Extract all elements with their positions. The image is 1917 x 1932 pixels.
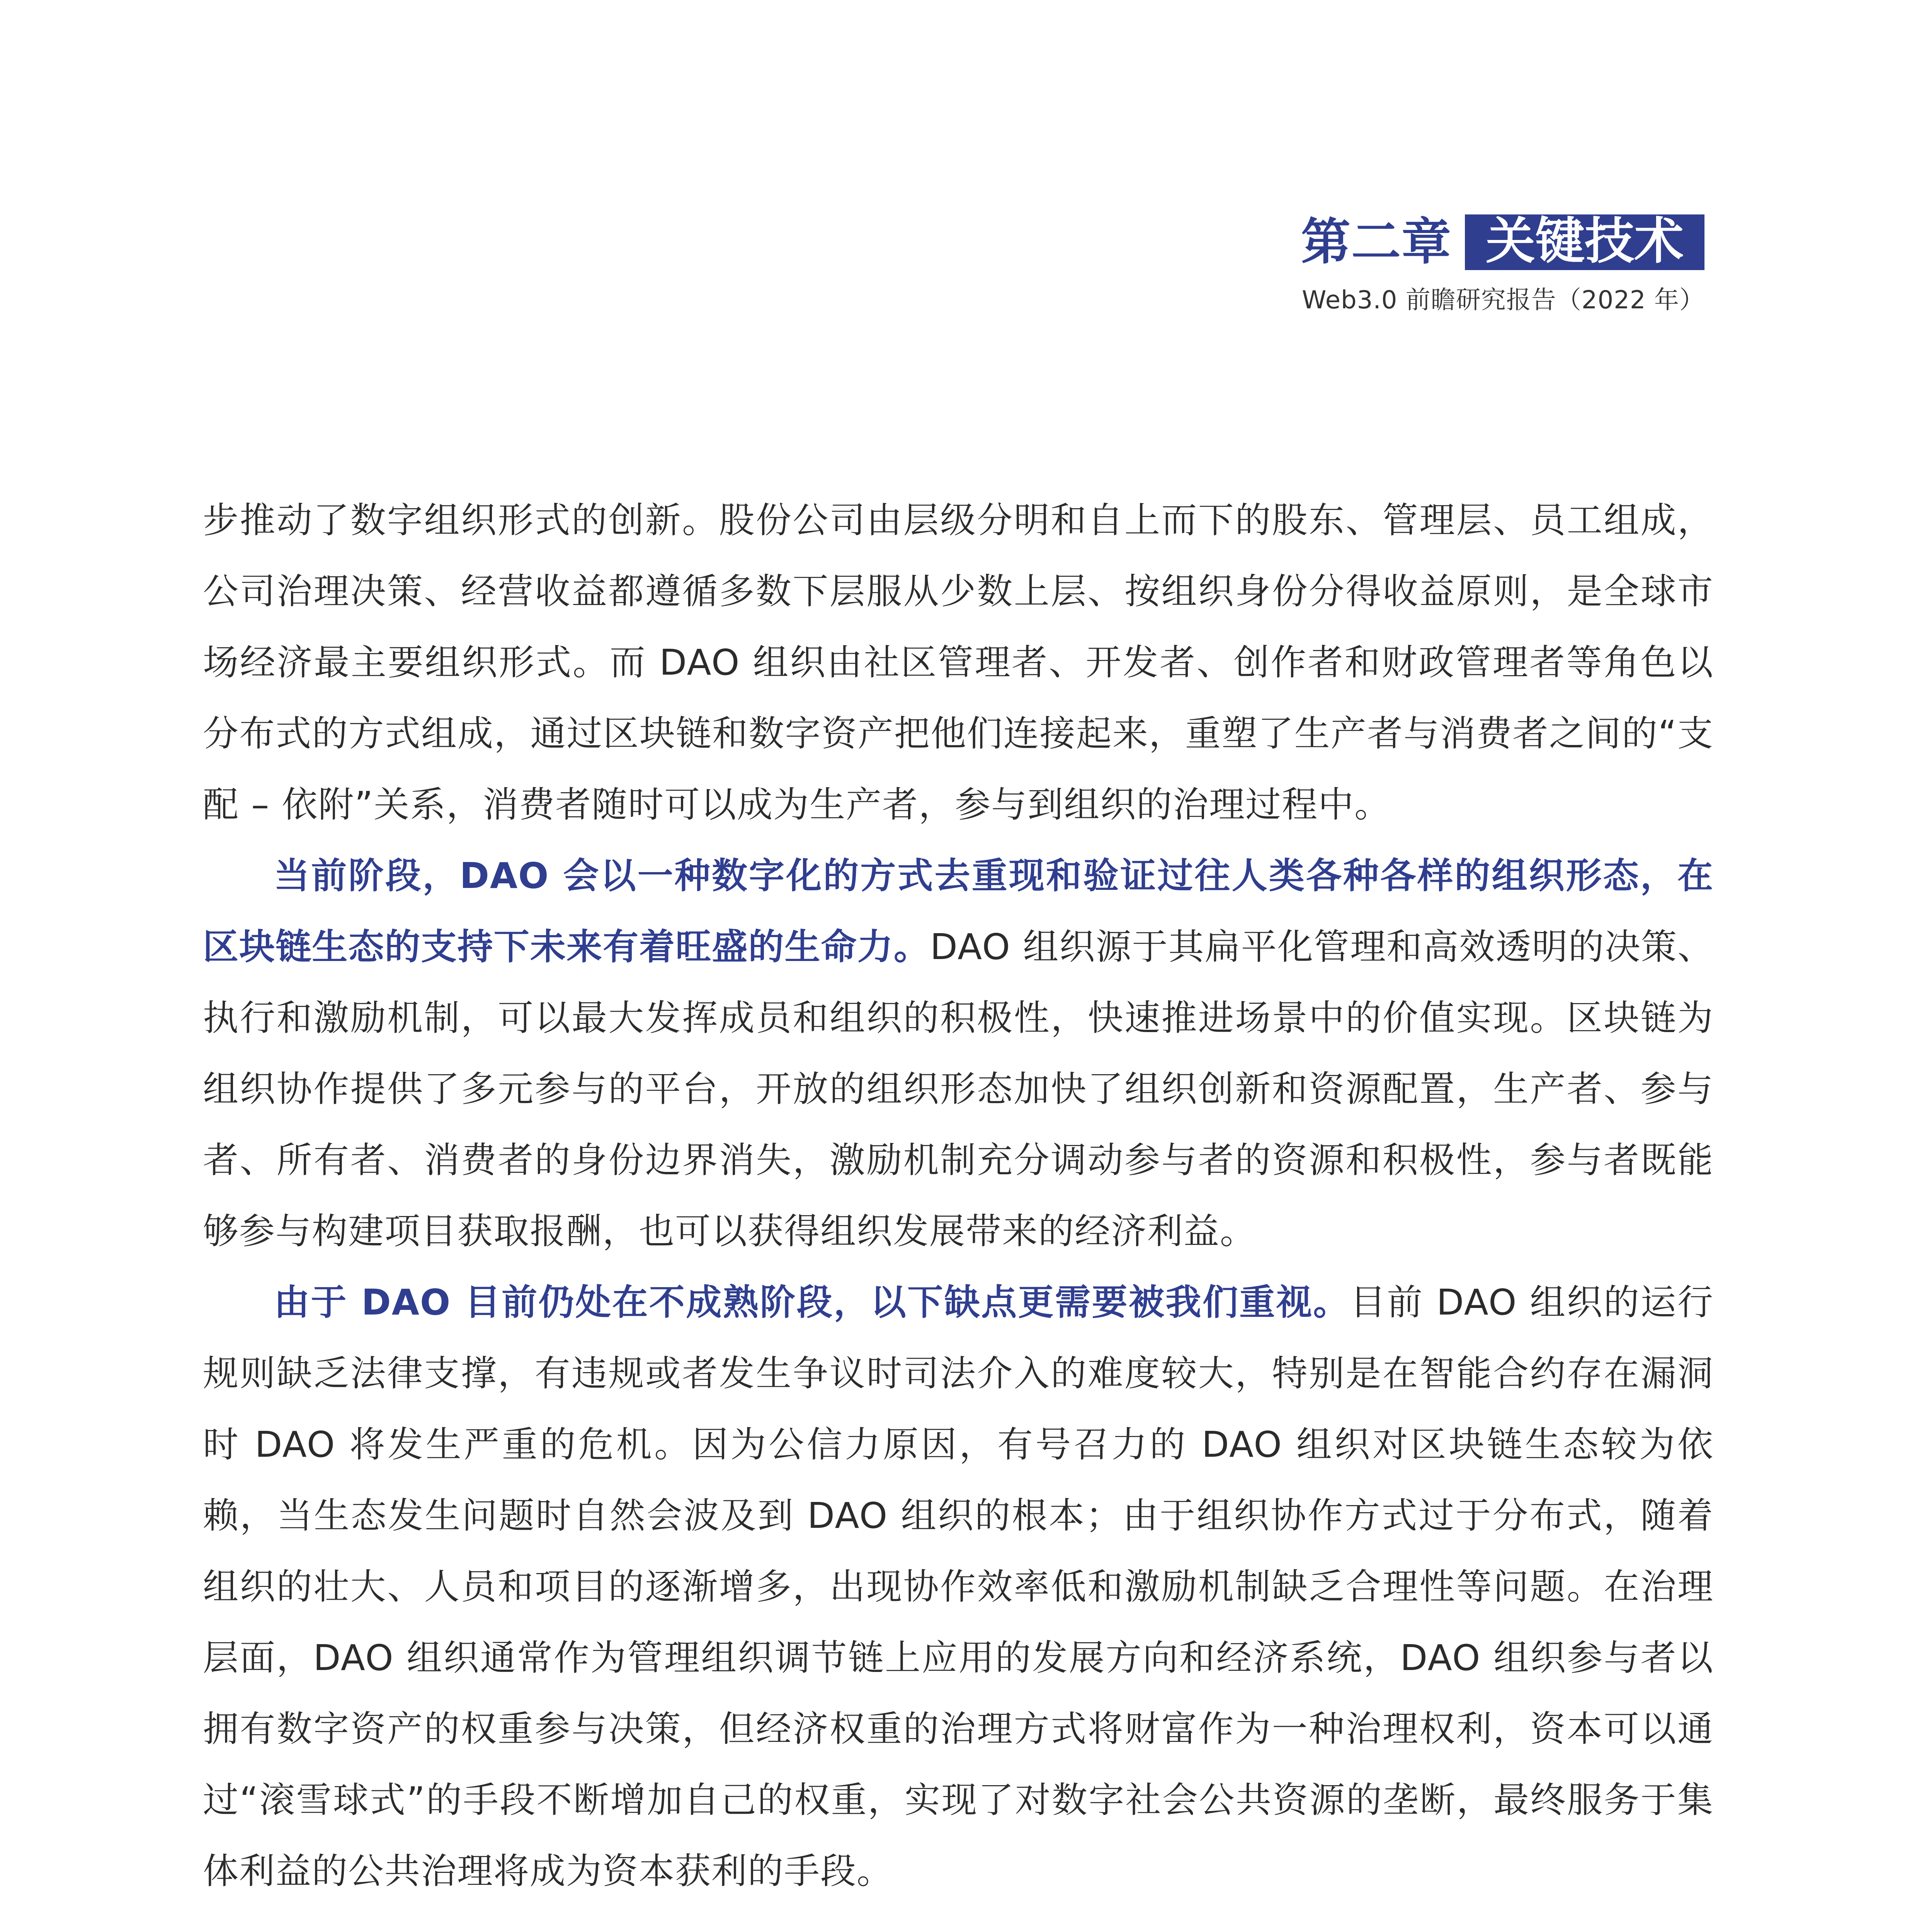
chapter-heading xyxy=(1301,214,1704,270)
paragraph-3 xyxy=(203,1267,1714,1907)
section-title-box: 关键技术 xyxy=(1465,214,1704,270)
body-text xyxy=(203,485,1714,1907)
paragraph-2-text: DAO 组织源于其扁平化管理和高效透明的决策、执行和激励机制，可以最大发挥成员和组织的积极性，快速推进场景中的价值实现。区块链为组织协作提供了多元参与的平台，开放的组织形态加快了组织创新和资源配置，生产者、参与者、所有者、消费者的身份边界消失，激励机制充分调动参与者的资源和积极性，参与者既能够参与构建项目获取报酬，也可以获得组织发展带来的经济利益。 xyxy=(203,926,1714,1252)
paragraph-3-text: 目前 DAO 组织的运行规则缺乏法律支撑，有违规或者发生争议时司法介入的难度较大，特别是在智能合约存在漏洞时 DAO 将发生严重的危机。因为公信力原因，有号召力的 DAO 组织对区块链生态较为依赖，当生态发生问题时自然会波及到 DAO 组织的根本；由于组织协作方式过于分布式，随着组织的壮大、人员和项目的逐渐增多，出现协作效率低和激励机制缺乏合理性等问题。在治理层面，DAO 组织通常作为管理组织调节链上应用的发展方向和经济系统，DAO 组织参与者以拥有数字资产的权重参与决策，但经济权重的治理方式将财富作为一种治理权利，资本可以通过“滚雪球式”的手段不断增加自己的权重，实现了对数字社会公共资源的垄断，最终服务于集体利益的公共治理将成为资本获利的手段。 xyxy=(203,1282,1714,1892)
chapter-label: 第二章 xyxy=(1301,213,1452,271)
paragraph-2-highlight: 当前阶段，DAO 会以一种数字化的方式去重现和验证过往人类各种各样的组织形态，在区块链生态的支持下未来有着旺盛的生命力。 xyxy=(203,855,1714,968)
paragraph-3-highlight: 由于 DAO 目前仍处在不成熟阶段，以下缺点更需要被我们重视。 xyxy=(274,1282,1350,1323)
report-subtitle: Web3.0 前瞻研究报告（2022 年） xyxy=(1302,286,1704,315)
paragraph-1-text: 步推动了数字组织形式的创新。股份公司由层级分明和自上而下的股东、管理层、员工组成，公司治理决策、经营收益都遵循多数下层服从少数上层、按组织身份分得收益原则，是全球市场经济最主要组织形式。而 DAO 组织由社区管理者、开发者、创作者和财政管理者等角色以分布式的方式组成，通过区块链和数字资产把他们连接起来，重塑了生产者与消费者之间的“支配 – 依附”关系，消费者随时可以成为生产者，参与到组织的治理过程中。 xyxy=(203,500,1714,825)
paragraph-2 xyxy=(203,840,1714,1267)
page-header xyxy=(1301,214,1704,316)
paragraph-1 xyxy=(203,485,1714,840)
